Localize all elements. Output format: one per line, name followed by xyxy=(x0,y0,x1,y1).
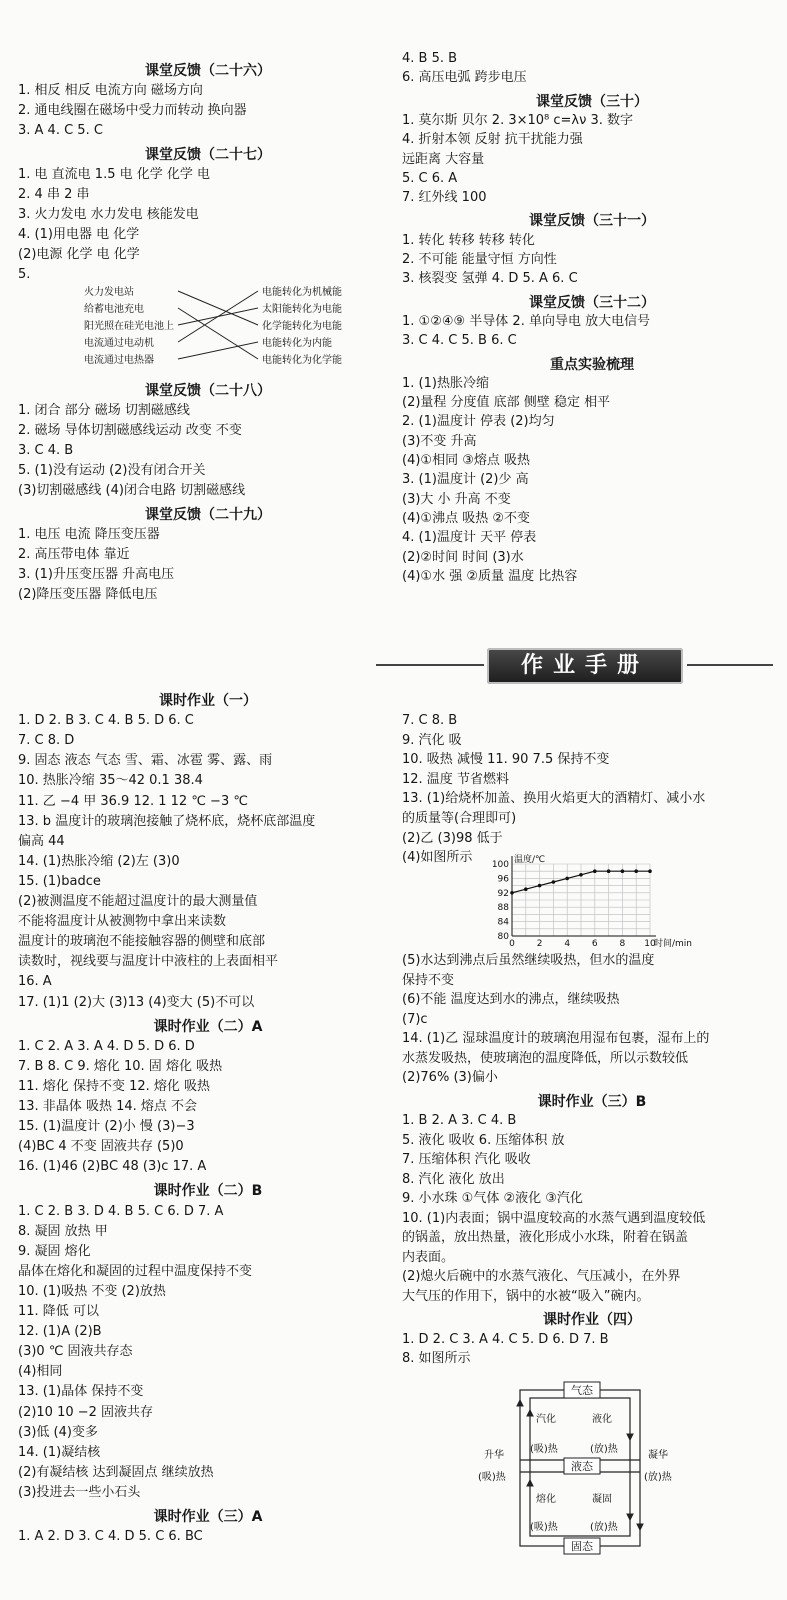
section-heading: 课堂反馈（二十六） xyxy=(145,63,271,79)
answer-line: (3)大 小 升高 不变 xyxy=(402,491,511,507)
match-left-item: 阳光照在硅光电池上 xyxy=(84,321,174,332)
match-connector xyxy=(178,291,258,325)
answer-line: 3. C 4. C 5. B 6. C xyxy=(402,333,517,349)
answer-line: 13. b 温度计的玻璃泡接触了烧杯底，烧杯底部温度 xyxy=(18,813,316,829)
answer-line: 保持不变 xyxy=(402,972,455,988)
section-heading: 课堂反馈（二十九） xyxy=(145,507,271,523)
data-point xyxy=(621,869,625,873)
answer-line: 1. 莫尔斯 贝尔 2. 3×10⁸ c=λν 3. 数字 xyxy=(402,112,634,128)
answer-line: 的质量等(合理即可) xyxy=(402,811,517,826)
desublime-label: 凝华 xyxy=(648,1450,668,1461)
answer-line: 的锅盖，放出热量，液化形成小水珠，附着在锅盖 xyxy=(402,1230,689,1245)
x-tick-label: 0 xyxy=(509,939,515,949)
answer-line: 9. 小水珠 ①气体 ②液化 ③汽化 xyxy=(402,1191,583,1206)
x-axis-label: 时间/min xyxy=(654,939,693,949)
answer-line: (6)不能 温度达到水的沸点，继续吸热 xyxy=(402,992,620,1007)
answer-line: 2. 通电线圈在磁场中受力而转动 换向器 xyxy=(18,103,247,118)
temperature-time-chart xyxy=(478,852,693,952)
liquefy-heat: (放)热 xyxy=(590,1444,618,1455)
section-heading: 课堂反馈（三十一） xyxy=(529,213,655,230)
answer-line: (2)有凝结核 达到凝固点 继续放热 xyxy=(18,1464,214,1480)
section-heading: 课堂反馈（二十八） xyxy=(145,383,271,399)
desublime-heat: (放)热 xyxy=(644,1472,672,1483)
answer-line: 7. C 8. B xyxy=(402,713,458,728)
liquefy-label: 液化 xyxy=(592,1414,612,1425)
match-right-item: 电能转化为化学能 xyxy=(262,355,342,366)
answer-line: 读数时，视线要与温度计中液柱的上表面相平 xyxy=(18,954,279,970)
match-connector xyxy=(178,308,258,359)
answer-line: 7. C 8. D xyxy=(18,733,75,749)
answer-line: 3. (1)升压变压器 升高电压 xyxy=(18,567,175,582)
answer-line: 1. C 2. B 3. D 4. B 5. C 6. D 7. A xyxy=(18,1203,224,1219)
answer-line: 晶体在熔化和凝固的过程中温度保持不变 xyxy=(18,1263,253,1279)
answer-line: 11. 乙 −4 甲 36.9 12. 1 12 ℃ −3 ℃ xyxy=(18,793,248,809)
answer-line: 7. B 8. C 9. 熔化 10. 固 熔化 吸热 xyxy=(18,1058,223,1074)
x-tick-label: 6 xyxy=(591,939,598,949)
answer-line: 13. (1)晶体 保持不变 xyxy=(18,1384,144,1400)
answer-line: 4. 折射本领 反射 抗干扰能力强 xyxy=(402,132,583,148)
answer-line: 大气压的作用下，锅中的水被“吸入”碗内。 xyxy=(402,1288,650,1304)
answer-line: (3)投进去一些小石头 xyxy=(18,1484,141,1500)
answer-line: 13. (1)给烧杯加盖、换用火焰更大的酒精灯、减小水 xyxy=(402,791,706,807)
answer-line: 10. (1)吸热 不变 (2)放热 xyxy=(18,1283,166,1299)
match-right-item: 电能转化为内能 xyxy=(262,338,332,349)
x-tick-label: 2 xyxy=(536,939,543,949)
answer-line: 5. C 6. A xyxy=(402,170,458,186)
answer-line: 14. (1)乙 湿球温度计的玻璃泡用湿布包裹，湿布上的 xyxy=(402,1031,710,1046)
melt-label: 熔化 xyxy=(536,1494,556,1505)
answer-line: 3. (1)温度计 (2)少 高 xyxy=(402,472,529,488)
answer-line: (4)相同 xyxy=(18,1364,63,1380)
section-heading: 课堂反馈（三十二） xyxy=(529,294,655,311)
sublime-label: 升华 xyxy=(484,1450,504,1461)
y-tick-label: 100 xyxy=(491,860,509,870)
match-connector xyxy=(178,291,258,342)
vaporize-heat: (吸)热 xyxy=(530,1444,558,1455)
answer-line: 3. A 4. C 5. C xyxy=(18,123,103,138)
y-axis-label: 温度/℃ xyxy=(514,855,546,865)
answer-line: 3. C 4. B xyxy=(18,443,74,458)
answer-line: 12. 温度 节省燃料 xyxy=(402,771,509,787)
answer-line: 8. 如图所示 xyxy=(402,1351,471,1366)
data-point xyxy=(552,880,556,884)
data-point xyxy=(538,884,542,888)
answer-line: 7. 红外线 100 xyxy=(402,190,487,206)
data-point xyxy=(510,891,514,895)
match-right-item: 太阳能转化为电能 xyxy=(262,304,342,315)
answer-line: 9. 汽化 吸 xyxy=(402,732,462,748)
answer-line: (2)②时间 时间 (3)水 xyxy=(402,549,524,565)
answer-line: 2. 高压带电体 靠近 xyxy=(18,547,130,562)
answer-line: 1. 电压 电流 降压变压器 xyxy=(18,527,160,542)
answer-line: 5. xyxy=(18,267,31,282)
answer-line: (2)被测温度不能超过温度计的最大测量值 xyxy=(18,894,258,909)
answer-line: 7. 压缩体积 汽化 吸收 xyxy=(402,1152,531,1167)
answer-line: 10. 吸热 减慢 11. 90 7.5 保持不变 xyxy=(402,752,610,768)
answer-line: (4)BC 4 不变 固液共存 (5)0 xyxy=(18,1139,184,1155)
answer-line: 8. 凝固 放热 甲 xyxy=(18,1223,108,1239)
match-right-item: 电能转化为机械能 xyxy=(262,287,342,298)
answer-line: 1. ①②④⑨ 半导体 2. 单向导电 放大电信号 xyxy=(402,313,651,329)
answer-line: 2. 不可能 能量守恒 方向性 xyxy=(402,252,557,267)
answer-line: 9. 凝固 熔化 xyxy=(18,1243,91,1259)
answer-line: 17. (1)1 (2)大 (3)13 (4)变大 (5)不可以 xyxy=(18,994,255,1010)
section-heading: 课时作业（二）A xyxy=(153,1018,263,1035)
answer-line: 1. D 2. B 3. C 4. B 5. D 6. C xyxy=(18,713,194,729)
section-banner: 作业手册 xyxy=(487,648,683,684)
answer-line: 1. A 2. D 3. C 4. D 5. C 6. BC xyxy=(18,1529,203,1545)
answer-line: 11. 降低 可以 xyxy=(18,1304,99,1319)
answer-line: (3)低 (4)变多 xyxy=(18,1424,98,1440)
states-of-matter-diagram xyxy=(478,1380,688,1562)
answer-line: (2)10 10 −2 固液共存 xyxy=(18,1404,154,1420)
data-point xyxy=(593,869,597,873)
answer-line: 14. (1)热胀冷缩 (2)左 (3)0 xyxy=(18,853,180,869)
answer-line: (5)水达到沸点后虽然继续吸热，但水的温度 xyxy=(402,953,655,968)
match-left-item: 火力发电站 xyxy=(84,287,134,298)
answer-line: 5. 液化 吸收 6. 压缩体积 放 xyxy=(402,1132,565,1148)
section-rule xyxy=(687,664,773,666)
vaporize-label: 汽化 xyxy=(536,1414,556,1425)
energy-matching-diagram xyxy=(82,283,382,373)
answer-line: (2)乙 (3)98 低于 xyxy=(402,830,503,846)
answer-line: 10. (1)内表面；锅中温度较高的水蒸气遇到温度较低 xyxy=(402,1210,706,1226)
answer-line: (4)①水 强 ②质量 温度 比热容 xyxy=(402,568,578,584)
answer-line: 温度计的玻璃泡不能接触容器的侧壁和底部 xyxy=(18,934,266,950)
answer-line: 12. (1)A (2)B xyxy=(18,1324,102,1340)
answer-line: 15. (1)温度计 (2)小 慢 (3)−3 xyxy=(18,1119,195,1135)
answer-line: (7)c xyxy=(402,1011,428,1027)
answer-line: 9. 固态 液态 气态 雪、霜、冰雹 雾、露、雨 xyxy=(18,753,273,769)
match-left-item: 电流通过电动机 xyxy=(84,338,154,349)
answer-line: 10. 热胀冷缩 35～42 0.1 38.4 xyxy=(18,773,203,789)
match-connector xyxy=(178,342,258,359)
answer-line: 1. (1)热胀冷缩 xyxy=(402,375,489,391)
answer-line: (2)量程 分度值 底部 侧壁 稳定 相平 xyxy=(402,395,611,411)
match-left-item: 电流通过电热器 xyxy=(84,355,154,366)
section-heading: 课时作业（三）B xyxy=(537,1093,647,1110)
x-tick-label: 4 xyxy=(564,939,571,949)
answer-line: 1. D 2. C 3. A 4. C 5. D 6. D 7. B xyxy=(402,1331,609,1347)
answer-line: 2. (1)温度计 停表 (2)均匀 xyxy=(402,414,555,430)
y-tick-label: 96 xyxy=(497,874,509,885)
answer-line: 1. C 2. A 3. A 4. D 5. D 6. D xyxy=(18,1038,195,1054)
data-point xyxy=(634,869,638,873)
data-point xyxy=(524,887,528,891)
freeze-label: 凝固 xyxy=(592,1494,612,1505)
answer-line: 不能将温度计从被测物中拿出来读数 xyxy=(18,914,227,930)
answer-line: 16. A xyxy=(18,974,52,990)
x-tick-label: 8 xyxy=(619,939,626,949)
x-tick-label: 10 xyxy=(644,939,656,949)
answer-line: (4)如图所示 xyxy=(402,850,473,866)
answer-line: 2. 4 串 2 串 xyxy=(18,187,90,202)
answer-line: 16. (1)46 (2)BC 48 (3)c 17. A xyxy=(18,1159,207,1175)
answer-line: (4)①沸点 吸热 ②不变 xyxy=(402,510,530,526)
data-point xyxy=(648,869,652,873)
freeze-heat: (放)热 xyxy=(590,1522,618,1533)
answer-line: 6. 高压电弧 跨步电压 xyxy=(402,70,527,86)
match-right-item: 化学能转化为电能 xyxy=(262,321,342,332)
answer-line: 3. 核裂变 氢弹 4. D 5. A 6. C xyxy=(402,271,578,287)
answer-line: (3)不变 升高 xyxy=(402,433,477,449)
answer-line: (3)0 ℃ 固液共存态 xyxy=(18,1344,133,1360)
answer-line: 1. 闭合 部分 磁场 切割磁感线 xyxy=(18,403,190,418)
answer-line: 1. 相反 相反 电流方向 磁场方向 xyxy=(18,83,203,98)
answer-line: 4. (1)用电器 电 化学 xyxy=(18,227,140,242)
answer-line: 15. (1)badce xyxy=(18,873,101,889)
section-rule xyxy=(376,664,484,666)
y-tick-label: 92 xyxy=(497,888,509,899)
section-heading: 重点实验梳理 xyxy=(550,356,634,373)
answer-line: 偏高 44 xyxy=(18,833,65,849)
answer-line: (2)降压变压器 降低电压 xyxy=(18,587,158,602)
answer-line: 11. 熔化 保持不变 12. 熔化 吸热 xyxy=(18,1078,211,1094)
y-tick-label: 88 xyxy=(497,903,509,914)
match-left-item: 给蓄电池充电 xyxy=(84,304,144,315)
answer-line: 3. 火力发电 水力发电 核能发电 xyxy=(18,207,199,222)
sublime-heat: (吸)热 xyxy=(478,1472,506,1483)
answer-line: 8. 汽化 液化 放出 xyxy=(402,1171,505,1187)
answer-line: 1. 转化 转移 转移 转化 xyxy=(402,232,535,248)
section-heading: 课时作业（一） xyxy=(159,693,257,709)
section-heading: 课堂反馈（二十七） xyxy=(145,147,271,163)
answer-line: 5. (1)没有运动 (2)没有闭合开关 xyxy=(18,463,206,478)
section-heading: 课时作业（四） xyxy=(543,1312,641,1328)
data-point xyxy=(565,877,569,881)
answer-line: 14. (1)凝结核 xyxy=(18,1444,101,1460)
gas-state: 气态 xyxy=(571,1384,593,1397)
y-tick-label: 84 xyxy=(497,917,509,928)
answer-line: 4. (1)温度计 天平 停表 xyxy=(402,530,537,546)
answer-line: (3)切割磁感线 (4)闭合电路 切割磁感线 xyxy=(18,483,246,498)
answer-line: 4. B 5. B xyxy=(402,51,458,66)
melt-heat: (吸)热 xyxy=(530,1522,558,1533)
data-point xyxy=(579,873,583,877)
answer-line: 内表面。 xyxy=(402,1249,455,1265)
answer-line: 13. 非晶体 吸热 14. 熔点 不会 xyxy=(18,1099,198,1114)
section-heading: 课时作业（三）A xyxy=(153,1509,263,1525)
answer-line: 1. 电 直流电 1.5 电 化学 化学 电 xyxy=(18,167,211,182)
answer-line: (2)76% (3)偏小 xyxy=(402,1070,498,1085)
section-heading: 课堂反馈（三十） xyxy=(536,93,648,110)
answer-line: 远距离 大容量 xyxy=(402,151,485,167)
data-point xyxy=(607,869,611,873)
answer-line: 2. 磁场 导体切割磁感线运动 改变 不变 xyxy=(18,423,242,438)
answer-line: (2)电源 化学 电 化学 xyxy=(18,247,140,262)
answer-line: (2)熄火后碗中的水蒸气液化、气压减小，在外界 xyxy=(402,1269,681,1284)
liquid-state: 液态 xyxy=(571,1460,593,1473)
y-tick-label: 80 xyxy=(497,932,509,942)
answer-line: 1. B 2. A 3. C 4. B xyxy=(402,1113,517,1128)
section-heading: 课时作业（二）B xyxy=(153,1183,263,1200)
answer-line: (4)①相同 ③熔点 吸热 xyxy=(402,453,530,468)
solid-state: 固态 xyxy=(571,1540,593,1553)
answer-line: 水蒸发吸热，使玻璃泡的温度降低，所以示数较低 xyxy=(402,1050,689,1066)
